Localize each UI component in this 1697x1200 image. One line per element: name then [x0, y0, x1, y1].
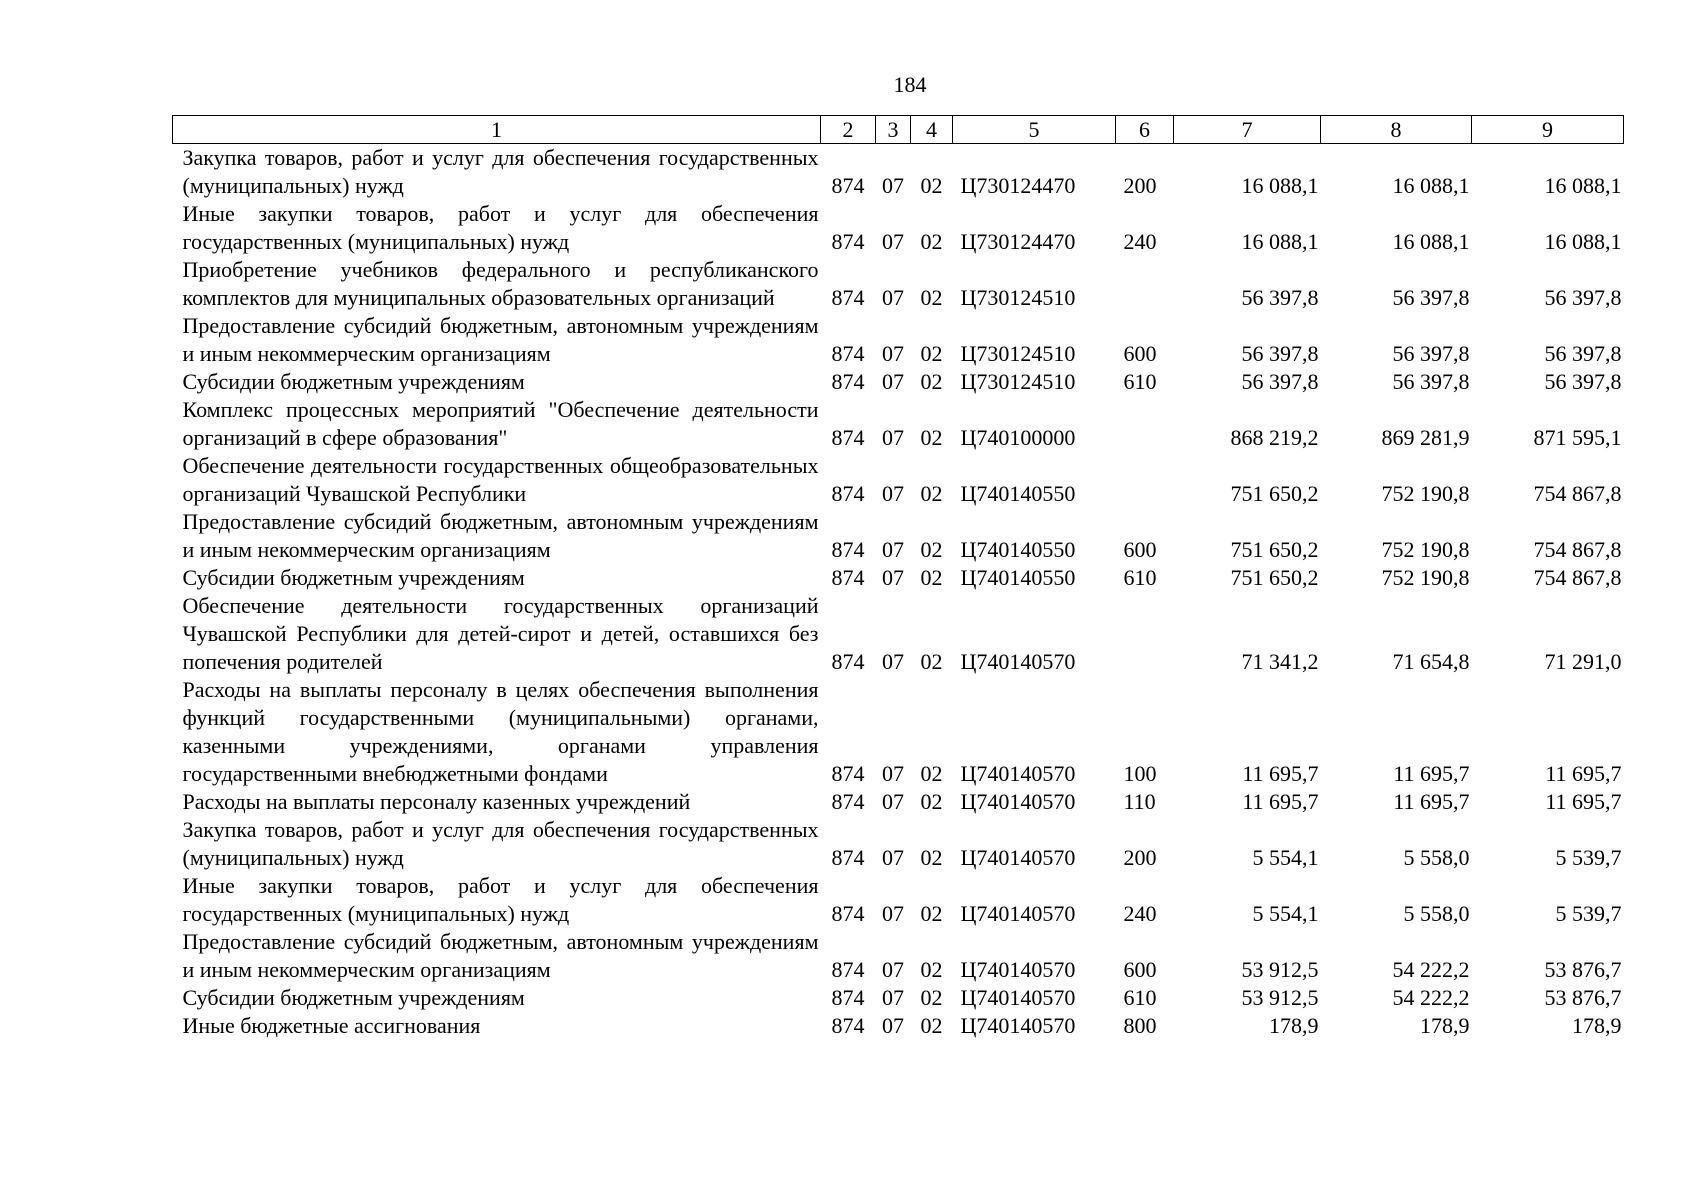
target-article-code: Ц740140570 — [960, 789, 1076, 814]
admin-code: 874 — [831, 285, 865, 310]
amount-col-9: 5 539,7 — [1555, 845, 1622, 870]
target-article-code: Ц740140550 — [960, 565, 1076, 590]
target-article-code: Ц730124510 — [960, 341, 1076, 366]
header-col-8: 8 — [1321, 116, 1472, 144]
admin-code: 874 — [831, 761, 865, 786]
amount-col-9: 16 088,1 — [1544, 229, 1622, 254]
amount-col-7: 5 554,1 — [1252, 845, 1319, 870]
subsection-code: 02 — [920, 229, 943, 254]
table-row — [173, 312, 1624, 368]
expense-type-code — [1116, 256, 1174, 312]
expense-type-code: 800 — [1123, 1013, 1157, 1038]
target-article-code: Ц740100000 — [960, 425, 1076, 450]
table-row — [173, 564, 1624, 592]
table-row — [173, 144, 1624, 201]
amount-col-7: 16 088,1 — [1241, 229, 1319, 254]
target-article-code: Ц740140570 — [960, 845, 1076, 870]
section-code: 07 — [882, 789, 904, 814]
amount-col-7: 868 219,2 — [1230, 425, 1319, 450]
target-article-code: Ц740140550 — [960, 537, 1076, 562]
subsection-code: 02 — [920, 761, 943, 786]
amount-col-9: 178,9 — [1572, 1013, 1622, 1038]
amount-col-7: 16 088,1 — [1241, 173, 1319, 198]
amount-col-7: 11 695,7 — [1242, 789, 1319, 814]
admin-code: 874 — [831, 173, 865, 198]
subsection-code: 02 — [920, 537, 943, 562]
expense-type-code — [1116, 592, 1174, 676]
target-article-code: Ц740140570 — [960, 957, 1076, 982]
row-name: Предоставление субсидий бюджетным, автономным учреждениям и иным некоммерческим организациям — [182, 509, 819, 562]
amount-col-8: 752 190,8 — [1381, 481, 1470, 506]
table-row — [173, 256, 1624, 312]
header-col-4: 4 — [911, 116, 953, 144]
subsection-code: 02 — [920, 649, 943, 674]
amount-col-9: 5 539,7 — [1555, 901, 1622, 926]
subsection-code: 02 — [920, 425, 943, 450]
target-article-code: Ц740140550 — [960, 481, 1076, 506]
table-row — [173, 984, 1624, 1012]
table-row — [173, 200, 1624, 256]
amount-col-7: 53 912,5 — [1241, 957, 1319, 982]
subsection-code: 02 — [920, 789, 943, 814]
expense-type-code: 610 — [1123, 565, 1157, 590]
amount-col-7: 5 554,1 — [1252, 901, 1319, 926]
table-row — [173, 788, 1624, 816]
target-article-code: Ц730124510 — [960, 369, 1076, 394]
subsection-code: 02 — [920, 957, 943, 982]
amount-col-7: 751 650,2 — [1230, 537, 1319, 562]
admin-code: 874 — [831, 565, 865, 590]
section-code: 07 — [882, 481, 904, 506]
section-code: 07 — [882, 845, 904, 870]
admin-code: 874 — [831, 341, 865, 366]
amount-col-8: 11 695,7 — [1393, 789, 1470, 814]
amount-col-7: 751 650,2 — [1230, 565, 1319, 590]
section-code: 07 — [882, 761, 904, 786]
row-name: Субсидии бюджетным учреждениям — [182, 565, 525, 590]
header-col-2: 2 — [821, 116, 876, 144]
amount-col-9: 56 397,8 — [1544, 341, 1622, 366]
amount-col-9: 754 867,8 — [1533, 481, 1622, 506]
header-col-1: 1 — [173, 116, 821, 144]
admin-code: 874 — [831, 229, 865, 254]
amount-col-8: 56 397,8 — [1392, 341, 1470, 366]
row-name: Предоставление субсидий бюджетным, автономным учреждениям и иным некоммерческим организациям — [182, 313, 819, 366]
page-number: 184 — [893, 72, 927, 97]
header-col-5: 5 — [953, 116, 1116, 144]
header-col-9: 9 — [1472, 116, 1624, 144]
table-row — [173, 872, 1624, 928]
expense-type-code — [1116, 452, 1174, 508]
row-name: Расходы на выплаты персоналу в целях обеспечения выполнения функций государственными (муниципальными) органами, казенными учреждениями, органами управления государственными внебюджетными фондами — [182, 677, 819, 786]
expense-type-code: 240 — [1123, 901, 1157, 926]
target-article-code: Ц730124470 — [960, 229, 1076, 254]
amount-col-9: 11 695,7 — [1545, 789, 1622, 814]
section-code: 07 — [882, 369, 904, 394]
row-name: Комплекс процессных мероприятий "Обеспечение деятельности организаций в сфере образования" — [182, 397, 819, 450]
amount-col-8: 54 222,2 — [1392, 985, 1470, 1010]
section-code: 07 — [882, 1013, 904, 1038]
amount-col-8: 16 088,1 — [1392, 173, 1470, 198]
header-col-6: 6 — [1116, 116, 1174, 144]
header-col-7: 7 — [1174, 116, 1321, 144]
admin-code: 874 — [831, 789, 865, 814]
row-name: Закупка товаров, работ и услуг для обеспечения государственных (муниципальных) нужд — [182, 817, 819, 870]
amount-col-9: 871 595,1 — [1533, 425, 1622, 450]
amount-col-7: 751 650,2 — [1230, 481, 1319, 506]
expense-type-code: 600 — [1123, 341, 1157, 366]
budget-table — [172, 115, 1624, 1040]
admin-code: 874 — [831, 369, 865, 394]
admin-code: 874 — [831, 1013, 865, 1038]
target-article-code: Ц740140570 — [960, 649, 1076, 674]
section-code: 07 — [882, 537, 904, 562]
admin-code: 874 — [831, 649, 865, 674]
amount-col-8: 11 695,7 — [1393, 761, 1470, 786]
expense-type-code: 240 — [1123, 229, 1157, 254]
row-name: Обеспечение деятельности государственных организаций Чувашской Республики для детей-сирот и детей, оставшихся без попечения родителей — [182, 593, 819, 674]
target-article-code: Ц740140570 — [960, 901, 1076, 926]
subsection-code: 02 — [920, 1013, 943, 1038]
table-row — [173, 1012, 1624, 1040]
table-row — [173, 368, 1624, 396]
subsection-code: 02 — [920, 565, 943, 590]
amount-col-8: 752 190,8 — [1381, 565, 1470, 590]
amount-col-9: 16 088,1 — [1544, 173, 1622, 198]
subsection-code: 02 — [920, 173, 943, 198]
table-row — [173, 928, 1624, 984]
amount-col-8: 71 654,8 — [1392, 649, 1470, 674]
subsection-code: 02 — [920, 341, 943, 366]
section-code: 07 — [882, 565, 904, 590]
amount-col-8: 5 558,0 — [1403, 901, 1470, 926]
subsection-code: 02 — [920, 985, 943, 1010]
section-code: 07 — [882, 341, 904, 366]
row-name: Иные бюджетные ассигнования — [182, 1013, 481, 1038]
table-row — [173, 816, 1624, 872]
amount-col-7: 53 912,5 — [1241, 985, 1319, 1010]
target-article-code: Ц730124470 — [960, 173, 1076, 198]
admin-code: 874 — [831, 957, 865, 982]
row-name: Предоставление субсидий бюджетным, автономным учреждениям и иным некоммерческим организациям — [182, 929, 819, 982]
amount-col-9: 754 867,8 — [1533, 565, 1622, 590]
section-code: 07 — [882, 957, 904, 982]
row-name: Обеспечение деятельности государственных общеобразовательных организаций Чувашской Республики — [182, 453, 819, 506]
amount-col-8: 56 397,8 — [1392, 369, 1470, 394]
amount-col-8: 16 088,1 — [1392, 229, 1470, 254]
expense-type-code: 610 — [1123, 369, 1157, 394]
amount-col-8: 56 397,8 — [1392, 285, 1470, 310]
admin-code: 874 — [831, 537, 865, 562]
amount-col-8: 869 281,9 — [1381, 425, 1470, 450]
section-code: 07 — [882, 985, 904, 1010]
expense-type-code: 200 — [1123, 173, 1157, 198]
row-name: Субсидии бюджетным учреждениям — [182, 369, 525, 394]
expense-type-code — [1116, 396, 1174, 452]
section-code: 07 — [882, 229, 904, 254]
table-body — [173, 144, 1624, 1041]
expense-type-code: 600 — [1123, 957, 1157, 982]
amount-col-8: 178,9 — [1420, 1013, 1470, 1038]
table-row — [173, 396, 1624, 452]
row-name: Субсидии бюджетным учреждениям — [182, 985, 525, 1010]
expense-type-code: 200 — [1123, 845, 1157, 870]
subsection-code: 02 — [920, 369, 943, 394]
amount-col-7: 178,9 — [1269, 1013, 1319, 1038]
admin-code: 874 — [831, 901, 865, 926]
row-name: Иные закупки товаров, работ и услуг для обеспечения государственных (муниципальных) нужд — [182, 201, 819, 254]
target-article-code: Ц740140570 — [960, 761, 1076, 786]
section-code: 07 — [882, 901, 904, 926]
expense-type-code: 110 — [1123, 789, 1156, 814]
expense-type-code: 610 — [1123, 985, 1157, 1010]
amount-col-8: 752 190,8 — [1381, 537, 1470, 562]
section-code: 07 — [882, 173, 904, 198]
section-code: 07 — [882, 425, 904, 450]
admin-code: 874 — [831, 425, 865, 450]
subsection-code: 02 — [920, 845, 943, 870]
amount-col-7: 56 397,8 — [1241, 369, 1319, 394]
row-name: Иные закупки товаров, работ и услуг для обеспечения государственных (муниципальных) нужд — [182, 873, 819, 926]
amount-col-9: 56 397,8 — [1544, 369, 1622, 394]
row-name: Приобретение учебников федерального и республиканского комплектов для муниципальных образовательных организаций — [182, 257, 819, 310]
amount-col-7: 56 397,8 — [1241, 341, 1319, 366]
target-article-code: Ц730124510 — [960, 285, 1076, 310]
table-row — [173, 592, 1624, 676]
admin-code: 874 — [831, 985, 865, 1010]
target-article-code: Ц740140570 — [960, 1013, 1076, 1038]
amount-col-8: 5 558,0 — [1403, 845, 1470, 870]
amount-col-7: 11 695,7 — [1242, 761, 1319, 786]
admin-code: 874 — [831, 845, 865, 870]
amount-col-9: 53 876,7 — [1544, 957, 1622, 982]
amount-col-7: 56 397,8 — [1241, 285, 1319, 310]
header-row — [173, 116, 1624, 144]
row-name: Закупка товаров, работ и услуг для обеспечения государственных (муниципальных) нужд — [182, 145, 819, 198]
row-name: Расходы на выплаты персоналу казенных учреждений — [182, 789, 691, 814]
table-row — [173, 452, 1624, 508]
subsection-code: 02 — [920, 901, 943, 926]
target-article-code: Ц740140570 — [960, 985, 1076, 1010]
header-col-3: 3 — [876, 116, 911, 144]
subsection-code: 02 — [920, 285, 943, 310]
expense-type-code: 100 — [1123, 761, 1157, 786]
amount-col-9: 11 695,7 — [1545, 761, 1622, 786]
admin-code: 874 — [831, 481, 865, 506]
amount-col-8: 54 222,2 — [1392, 957, 1470, 982]
amount-col-9: 53 876,7 — [1544, 985, 1622, 1010]
amount-col-7: 71 341,2 — [1241, 649, 1319, 674]
amount-col-9: 71 291,0 — [1544, 649, 1622, 674]
expense-type-code: 600 — [1123, 537, 1157, 562]
table-row — [173, 676, 1624, 788]
subsection-code: 02 — [920, 481, 943, 506]
amount-col-9: 754 867,8 — [1533, 537, 1622, 562]
amount-col-9: 56 397,8 — [1544, 285, 1622, 310]
table-row — [173, 508, 1624, 564]
section-code: 07 — [882, 649, 904, 674]
section-code: 07 — [882, 285, 904, 310]
